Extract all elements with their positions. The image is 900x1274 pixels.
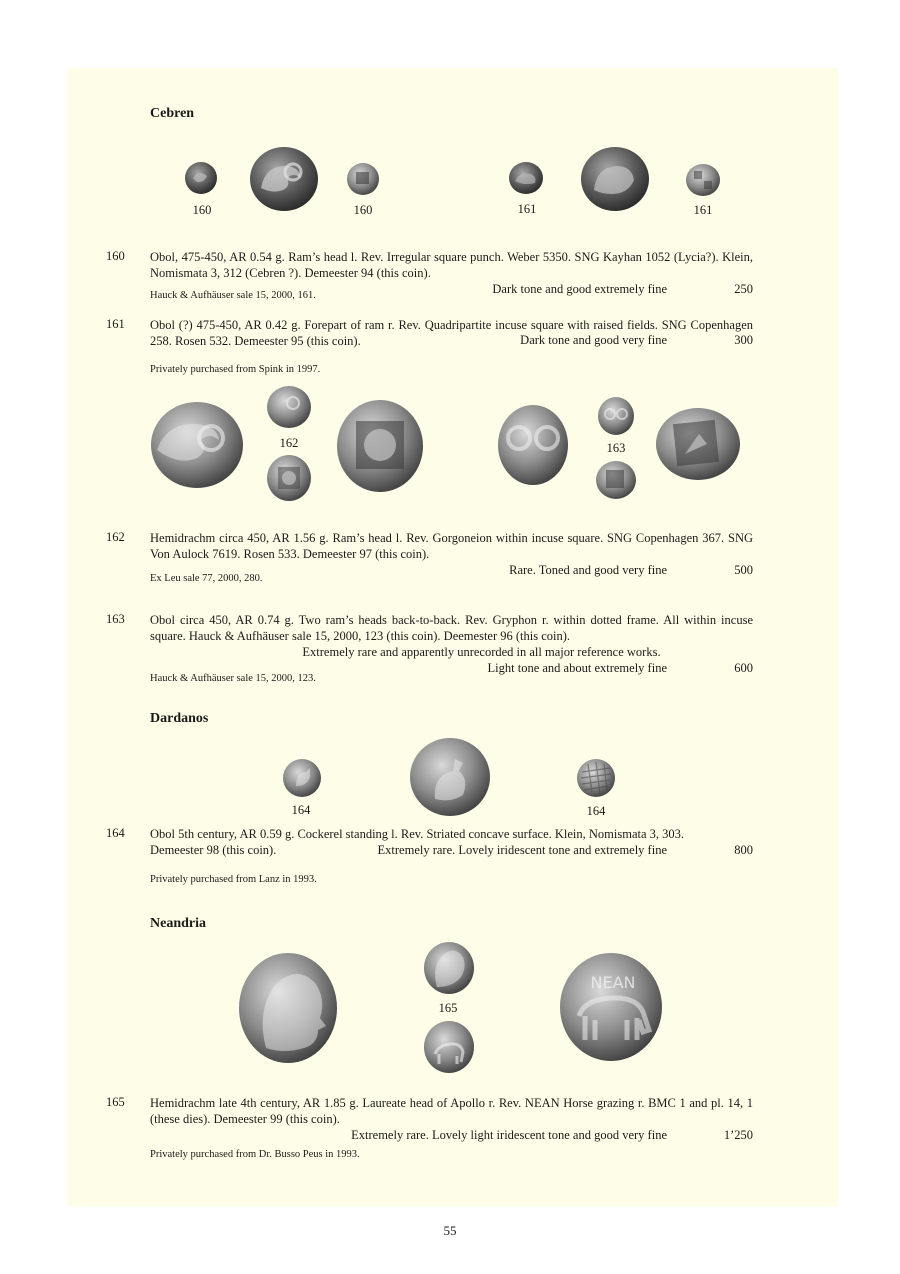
lot-description: Obol, 475-450, AR 0.54 g. Ram’s head l. Rev. Irregular square punch. Weber 5350. SNG Kayhan 1052 (Lycia?). Klein, Nomismata 3, 312 (Cebren ?). Demeester 94 (this coin). — [150, 250, 753, 280]
coin-165-obverse-image — [423, 941, 475, 995]
coin-label-164: 164 — [291, 803, 311, 817]
lot-grade-row — [150, 1127, 753, 1143]
section-title-dardanos: Dardanos — [150, 711, 209, 726]
coin-161-obverse-image — [508, 161, 544, 195]
coin-160-obverse-enlarged-image — [249, 146, 319, 212]
coin-162-obverse-enlarged-image — [149, 400, 245, 490]
lot-price: 1’250 — [723, 1128, 753, 1142]
lot-entry-162 — [150, 530, 753, 578]
lot-grade: Extremely rare. Lovely iridescent tone and extremely fine — [377, 843, 667, 857]
lot-price: 500 — [734, 563, 753, 577]
coin-164-reverse-image — [576, 758, 616, 798]
coin-164-obverse-image — [282, 758, 322, 798]
section-title-neandria: Neandria — [150, 916, 206, 931]
lot-price: 300 — [734, 333, 753, 347]
lot-note: Extremely rare and apparently unrecorded in all major reference works. — [302, 645, 661, 659]
lot-number: 163 — [106, 612, 125, 626]
coin-163-reverse-enlarged-image — [655, 406, 741, 482]
lot-grade: Dark tone and good very fine — [520, 333, 667, 347]
coin-163-obverse-image — [597, 396, 635, 436]
coin-165-reverse-image — [423, 1020, 475, 1074]
lot-description: Obol circa 450, AR 0.74 g. Two ram’s heads back-to-back. Rev. Gryphon r. within dotted frame. All within incuse square. Hauck & Aufhäuser sale 15, 2000, 123 (this coin). Deemester 96 (this coin). — [150, 613, 753, 643]
lot-description: Hemidrachm circa 450, AR 1.56 g. Ram’s head l. Rev. Gorgoneion within incuse square. SNG Copenhagen 367. SNG Von Aulock 7619. Rosen 533. Demeester 97 (this coin). — [150, 531, 753, 561]
lot-number: 164 — [106, 826, 125, 840]
lot-entry-163 — [150, 612, 753, 676]
lot-description: Obol 5th century, AR 0.59 g. Cockerel standing l. Rev. Striated concave surface. Klein, Nomismata 3, 303. — [150, 827, 685, 841]
lot-grade: Dark tone and good extremely fine — [492, 282, 667, 296]
lot-price: 600 — [734, 661, 753, 675]
coin-165-reverse-enlarged-image — [559, 952, 663, 1062]
coin-label-165: 165 — [438, 1001, 458, 1015]
lot-provenance: Privately purchased from Lanz in 1993. — [150, 874, 317, 885]
lot-number: 162 — [106, 530, 125, 544]
lot-number: 160 — [106, 249, 125, 263]
lot-provenance: Privately purchased from Spink in 1997. — [150, 364, 321, 375]
lot-provenance: Hauck & Aufhäuser sale 15, 2000, 161. — [150, 290, 316, 301]
coin-160-obverse-image — [184, 161, 218, 195]
lot-grade: Rare. Toned and good very fine — [509, 563, 667, 577]
coin-163-obverse-enlarged-image — [497, 404, 569, 486]
coin-label-161: 161 — [693, 203, 713, 217]
lot-grade: Light tone and about extremely fine — [487, 661, 667, 675]
coin-161-obverse-enlarged-image — [580, 146, 650, 213]
lot-number: 161 — [106, 317, 125, 331]
coin-label-164: 164 — [586, 804, 606, 818]
coin-160-reverse-image — [346, 162, 380, 196]
coin-164-obverse-enlarged-image — [409, 737, 491, 817]
coin-162-reverse-enlarged-image — [336, 399, 424, 493]
coin-label-163: 163 — [606, 441, 626, 455]
lot-description-continued: Demeester 98 (this coin). — [150, 843, 277, 857]
section-title-cebren: Cebren — [150, 106, 195, 121]
lot-number: 165 — [106, 1095, 125, 1109]
lot-price: 800 — [734, 843, 753, 857]
lot-price: 250 — [734, 282, 753, 296]
coin-label-160: 160 — [353, 203, 373, 217]
coin-label-160: 160 — [192, 203, 212, 217]
lot-grade-row — [504, 333, 753, 348]
coin-163-reverse-image — [595, 460, 637, 500]
coin-label-161: 161 — [517, 202, 537, 216]
coin-legend: NEAN — [590, 973, 636, 992]
lot-grade-row — [150, 842, 753, 858]
lot-description: Obol (?) 475-450, AR 0.42 g. Forepart of ram r. Rev. Quadripartite incuse square with raised fields. SNG Copenhagen 258. Rosen 532. Demeester 95 (this coin). — [150, 318, 753, 348]
page-number: 55 — [443, 1223, 457, 1238]
lot-provenance: Privately purchased from Dr. Busso Peus in 1993. — [150, 1149, 360, 1160]
lot-entry-165 — [150, 1095, 753, 1143]
coin-label-162: 162 — [279, 436, 299, 450]
lot-description: Hemidrachm late 4th century, AR 1.85 g. Laureate head of Apollo r. Rev. NEAN Horse grazing r. BMC 1 and pl. 14, 1 (these dies). Demeester 99 (this coin). — [150, 1096, 753, 1126]
coin-161-reverse-image — [685, 163, 721, 197]
lot-provenance: Ex Leu sale 77, 2000, 280. — [150, 573, 263, 584]
lot-provenance: Hauck & Aufhäuser sale 15, 2000, 123. — [150, 673, 316, 684]
lot-entry-164 — [150, 826, 753, 858]
lot-grade: Extremely rare. Lovely light iridescent tone and good very fine — [351, 1128, 667, 1142]
coin-162-reverse-image — [266, 454, 312, 502]
coin-165-obverse-enlarged-image — [238, 952, 338, 1064]
coin-162-obverse-image — [266, 385, 312, 429]
